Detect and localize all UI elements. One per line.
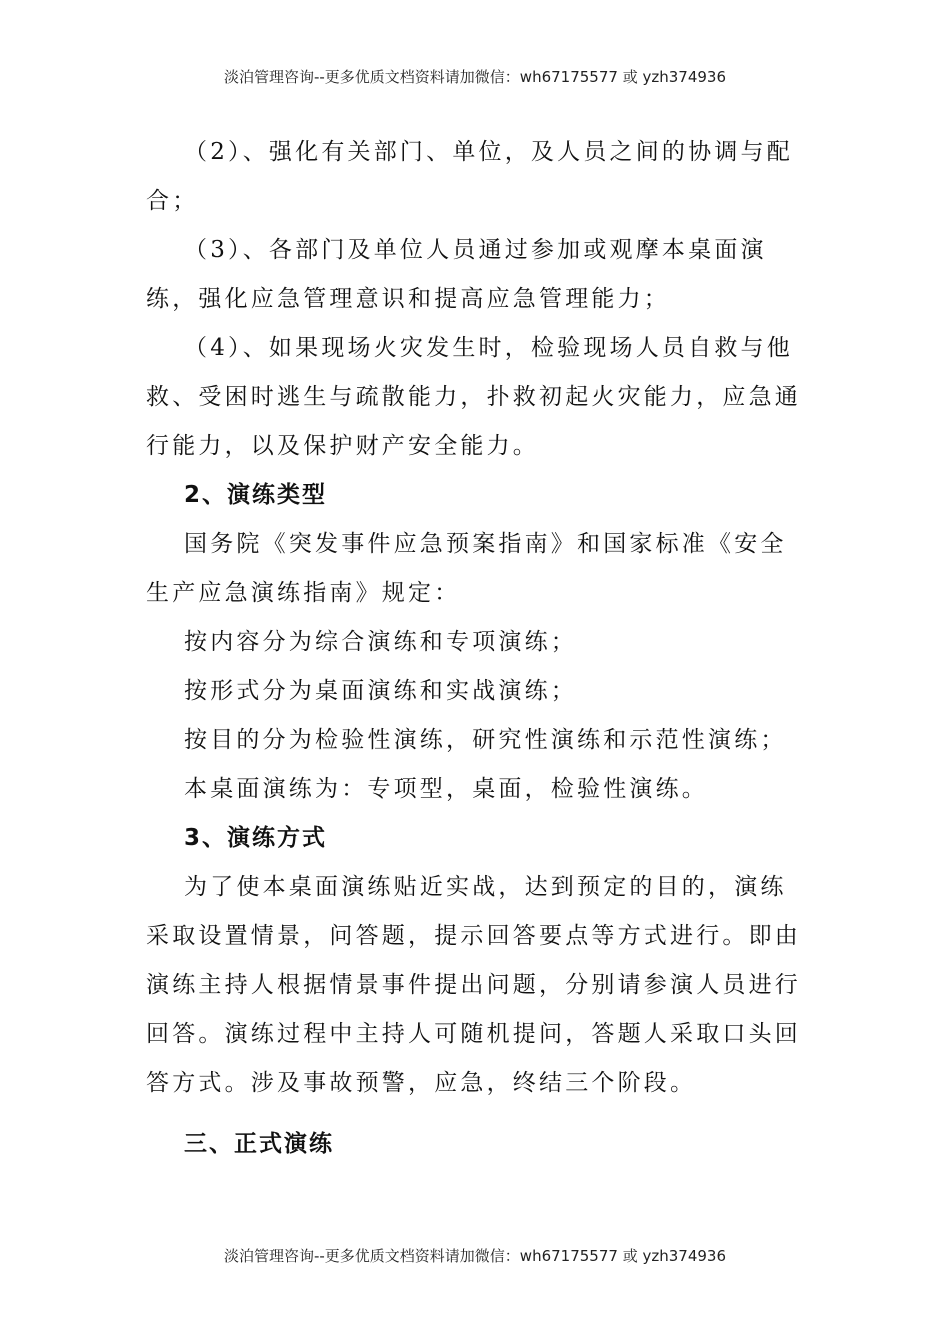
section-2-item-2: 按形式分为桌面演练和实战演练； <box>184 678 577 704</box>
part-3-heading: 三、正式演练 <box>184 1131 334 1157</box>
objective-3-paragraph: （3）、各部门及单位人员通过参加或观摩本桌面演练，强化应急管理意识和提高应急管理能力； <box>146 237 767 312</box>
section-2-item-1: 按内容分为综合演练和专项演练； <box>184 629 577 655</box>
section-2-intro-paragraph: 国务院《突发事件应急预案指南》和国家标准《安全生产应急演练指南》规定： <box>146 531 787 606</box>
page-footer: 淡泊管理咨询--更多优质文档资料请加微信：wh67175577 或 yzh374936 <box>223 1247 726 1265</box>
section-2-heading: 2、演练类型 <box>184 482 328 508</box>
section-2-item-4: 本桌面演练为：专项型，桌面，检验性演练。 <box>184 776 708 802</box>
page-header: 淡泊管理咨询--更多优质文档资料请加微信：wh67175577 或 yzh374936 <box>223 68 726 86</box>
objective-4-paragraph: （4）、如果现场火灾发生时，检验现场人员自救与他救、受困时逃生与疏散能力，扑救初起火灾能力，应急通行能力，以及保护财产安全能力。 <box>146 335 801 459</box>
document-body <box>146 128 811 1169</box>
objective-2-paragraph: （2）、强化有关部门、单位，及人员之间的协调与配合； <box>146 139 793 214</box>
section-2-item-3: 按目的分为检验性演练，研究性演练和示范性演练； <box>184 727 787 753</box>
section-3-body-paragraph: 为了使本桌面演练贴近实战，达到预定的目的，演练采取设置情景，问答题，提示回答要点等方式进行。即由演练主持人根据情景事件提出问题，分别请参演人员进行回答。演练过程中主持人可随机提问，答题人采取口头回答方式。涉及事故预警，应急，终结三个阶段。 <box>146 874 801 1096</box>
section-3-heading: 3、演练方式 <box>184 825 328 851</box>
